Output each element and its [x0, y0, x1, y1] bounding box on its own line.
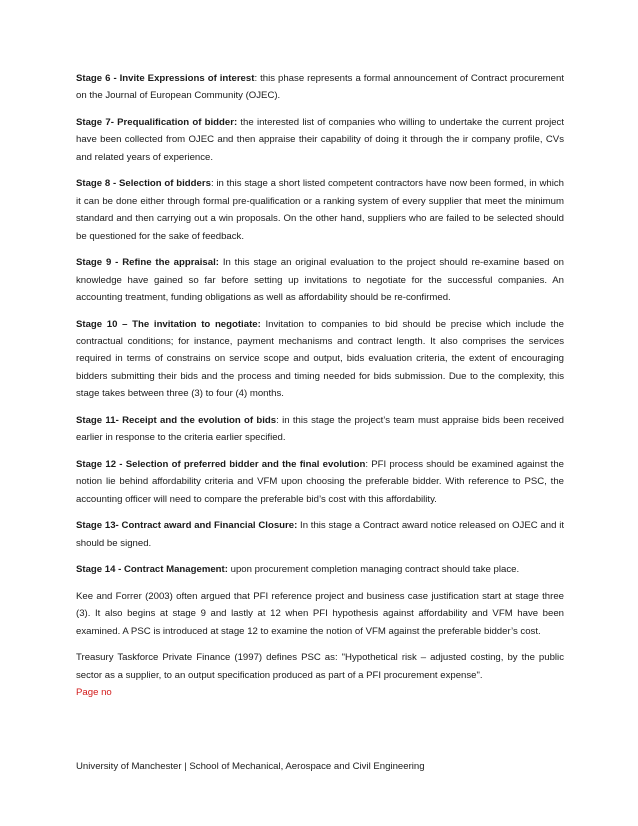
paragraph-treasury-taskforce	[76, 649, 564, 684]
stage-8-heading: Stage 8 - Selection of bidders	[76, 178, 211, 190]
paragraph-stage-11	[76, 412, 564, 447]
stage-10-heading: Stage 10 – The invitation to negotiate:	[76, 318, 261, 330]
stage-12-heading: Stage 12 - Selection of preferred bidder and the final evolution	[76, 458, 366, 470]
paragraph-stage-14	[76, 561, 564, 578]
paragraph-kee-forrer	[76, 588, 564, 640]
paragraph-stage-6	[76, 70, 564, 105]
stage-7-heading: Stage 7- Prequalification of bidder:	[76, 117, 238, 128]
paragraph-stage-12	[76, 456, 564, 508]
paragraph-stage-8	[76, 175, 564, 245]
stage-9-text: In this stage an original evaluation to the project should re-examine based on knowledge have gained so far before setting up invitations to negotiate for the successful companies. An accounting treatment, funding obligations as well as affordability should be re-confirmed.	[76, 257, 565, 304]
document-body	[76, 70, 564, 702]
paragraph-stage-9	[76, 254, 564, 306]
kee-forrer-text: Kee and Forrer (2003) often argued that PFI reference project and business case justification start at stage three (3). It also begins at stage 9 and lastly at 12 when PFI hypothesis against affordability and VFM have been examined. A PSC is introduced at stage 12 to examine the notion of VFM against the preferable bidder’s cost.	[76, 590, 564, 637]
stage-12-text: : PFI process should be examined against the notion lie behind affordability criteria and VFM upon choosing the preferable bidder. With reference to PSC, the accounting officer will need to compare the preferable bid’s cost with this affordability.	[76, 458, 564, 505]
paragraph-stage-7	[76, 114, 564, 166]
paragraph-stage-13	[76, 517, 564, 552]
paragraph-stage-10	[76, 316, 564, 403]
stage-6-heading: Stage 6 - Invite Expressions of interest	[76, 73, 255, 84]
stage-14-text: upon procurement completion managing contract should take place.	[227, 564, 520, 576]
page-number-placeholder: Page no	[76, 687, 112, 699]
stage-14-heading: Stage 14 - Contract Management:	[76, 564, 228, 576]
stage-10-text: Invitation to companies to bid should be precise which include the contractual conditions; for instance, payment mechanisms and contract length. It also comprises the services required in terms of constrains on service scope and output, bids evaluation criteria, the extent of encouraging bidders submitting their bids and the process and timing needed for bids submission. Due to the complexity, this stage takes between three (3) to four (4) months.	[76, 318, 564, 400]
stage-8-text: : in this stage a short listed competent contractors have now been formed, in which it can be done either through formal pre-qualification or a ranking system of every supplier that meet the minimum standard and then carrying out a win proposals. On the other hand, suppliers who are failed to be selected should be questioned for the sake of feedback.	[76, 178, 564, 242]
stage-11-text: : in this stage the project’s team must appraise bids been received earlier in response to the criteria earlier specified.	[76, 414, 564, 444]
stage-13-heading: Stage 13- Contract award and Financial Closure:	[76, 520, 298, 532]
stage-7-text: the interested list of companies who willing to undertake the current project have been collected from OJEC and then appraise their capability of doing it through the ir company profile, CVs and related years of experience.	[76, 117, 564, 163]
treasury-taskforce-text: Treasury Taskforce Private Finance (1997) defines PSC as: "Hypothetical risk – adjusted costing, by the public sector as a supplier, to an output specification produced as part of a PFI procurement expense".	[76, 652, 564, 681]
page-footer: University of Manchester | School of Mechanical, Aerospace and Civil Engineering	[76, 761, 425, 772]
stage-13-text: In this stage a Contract award notice released on OJEC and it should be signed.	[76, 520, 564, 549]
stage-6-text: : this phase represents a formal announcement of Contract procurement on the Journal of European Community (OJEC).	[76, 73, 564, 102]
stage-9-heading: Stage 9 - Refine the appraisal:	[76, 257, 219, 269]
stage-11-heading: Stage 11- Receipt and the evolution of bids	[76, 414, 277, 426]
